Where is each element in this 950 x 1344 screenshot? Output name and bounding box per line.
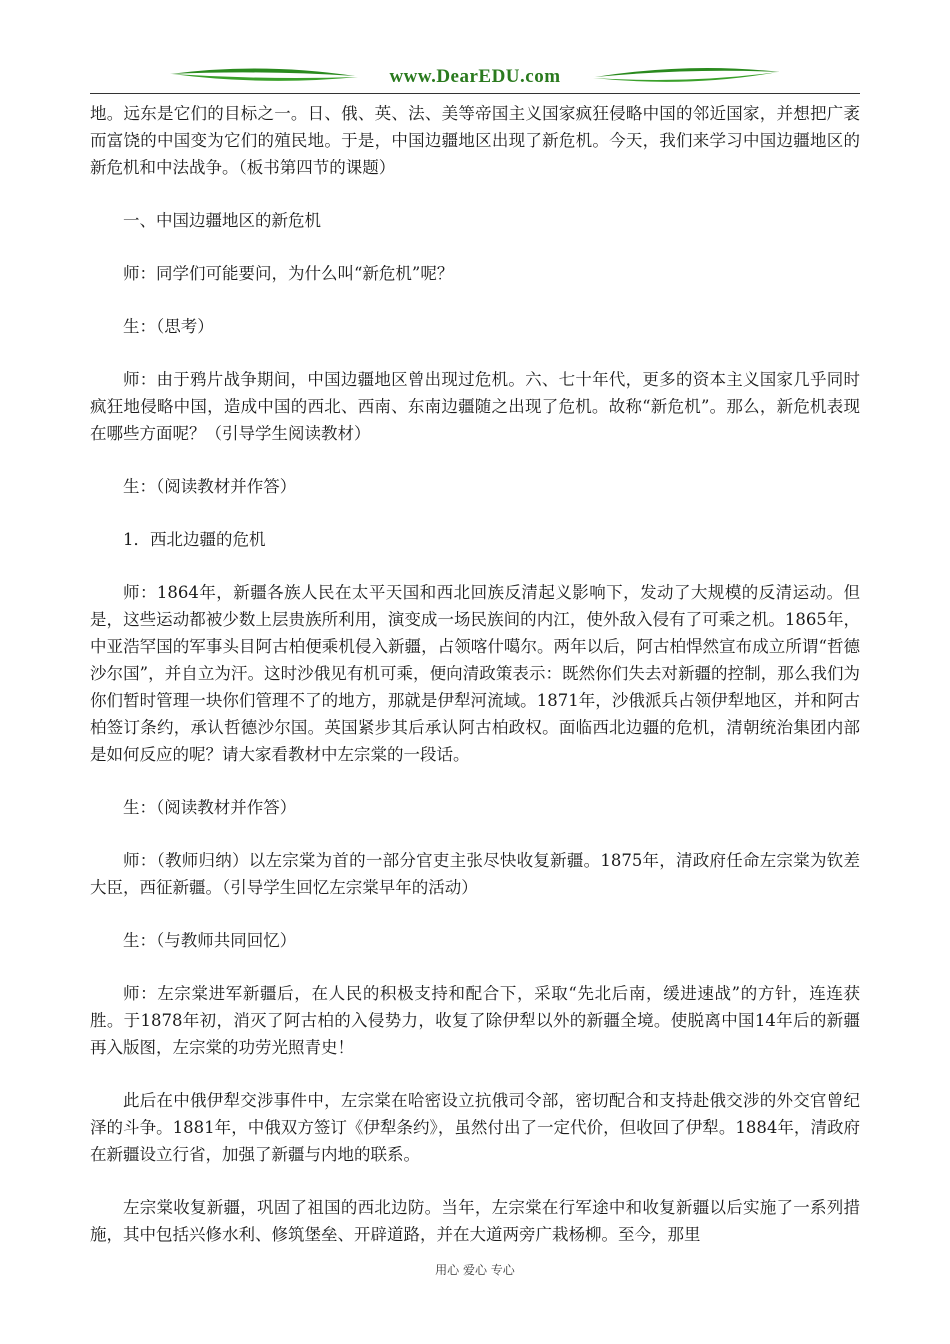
paragraph-teacher: 师：由于鸦片战争期间，中国边疆地区曾出现过危机。六、七十年代，更多的资本主义国家几乎同时疯狂地侵略中国，造成中国的西北、西南、东南边疆随之出现了危机。故称“新危机”。那么，新危机表现在哪些方面呢？（引导学生阅读教材） <box>90 370 860 443</box>
site-logo-text[interactable]: www.DearEDU.com <box>389 66 561 87</box>
paragraph-student: 生：（阅读教材并作答） <box>123 477 297 496</box>
paragraph-teacher: 师：左宗棠进军新疆后，在人民的积极支持和配合下，采取“先北后南，缓进速战”的方针，连连获胜。于1878年初，消灭了阿古柏的入侵势力，收复了除伊犁以外的新疆全境。使脱离中国14年后的新疆再入版图，左宗棠的功劳光照青史！ <box>90 984 860 1057</box>
page-header <box>90 60 860 92</box>
paragraph-student: 生：（思考） <box>123 317 214 336</box>
paragraph-intro: 地。远东是它们的目标之一。日、俄、英、法、美等帝国主义国家疯狂侵略中国的邻近国家，并想把广袤而富饶的中国变为它们的殖民地。于是，中国边疆地区出现了新危机。今天，我们来学习中国边疆地区的新危机和中法战争。（板书第四节的课题） <box>90 104 860 177</box>
paragraph-body: 左宗棠收复新疆，巩固了祖国的西北边防。当年，左宗棠在行军途中和收复新疆以后实施了一系列措施，其中包括兴修水利、修筑堡垒、开辟道路，并在大道两旁广栽杨柳。至今，那里 <box>90 1198 860 1244</box>
paragraph-teacher: 师：1864年，新疆各族人民在太平天国和西北回族反清起义影响下，发动了大规模的反清运动。但是，这些运动都被少数上层贵族所利用，演变成一场民族间的内江，使外敌入侵有了可乘之机。1865年，中亚浩罕国的军事头目阿古柏便乘机侵入新疆，占领喀什噶尔。两年以后，阿古柏悍然宣布成立所谓“哲德沙尔国”，并自立为汗。这时沙俄见有机可乘，便向清政策表示：既然你们失去对新疆的控制，那么我们为你们暂时管理一块你们管理不了的地方，那就是伊犁河流域。1871年，沙俄派兵占领伊犁地区，并和阿古柏签订条约，承认哲德沙尔国。英国紧步其后承认阿古柏政权。面临西北边疆的危机，清朝统治集团内部是如何反应的呢？请大家看教材中左宗棠的一段话。 <box>90 583 860 764</box>
section-heading: 一、中国边疆地区的新危机 <box>123 211 321 230</box>
paragraph-student: 生：（阅读教材并作答） <box>123 798 297 817</box>
paragraph-teacher: 师：同学们可能要问，为什么叫“新危机”呢？ <box>123 264 454 283</box>
paragraph-body: 此后在中俄伊犁交涉事件中，左宗棠在哈密设立抗俄司令部，密切配合和支持赴俄交涉的外交官曾纪泽的斗争。1881年，中俄双方签订《伊犁条约》，虽然付出了一定代价，但收回了伊犁。1884年，清政府在新疆设立行省，加强了新疆与内地的联系。 <box>90 1091 860 1164</box>
document-body <box>90 100 860 1274</box>
page-footer: 用心 爱心 专心 <box>435 1263 515 1277</box>
paragraph-teacher: 师：（教师归纳）以左宗棠为首的一部分官吏主张尽快收复新疆。1875年，清政府任命左宗棠为钦差大臣，西征新疆。（引导学生回忆左宗棠早年的活动） <box>90 851 860 897</box>
subsection-heading: 1．西北边疆的危机 <box>123 530 266 549</box>
header-divider <box>90 93 860 94</box>
paragraph-student: 生：（与教师共同回忆） <box>123 931 297 950</box>
